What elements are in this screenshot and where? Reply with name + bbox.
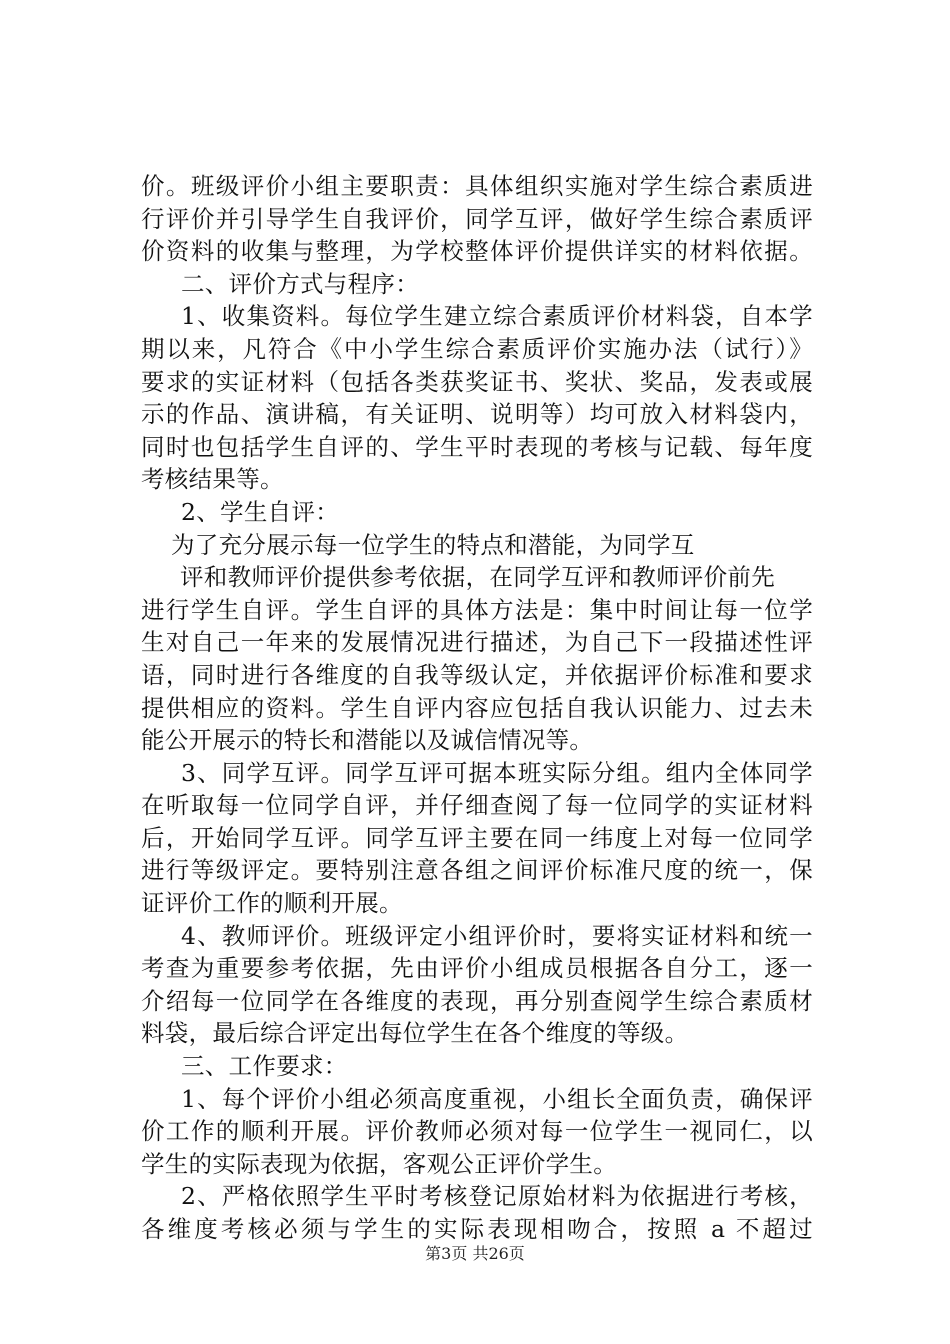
text-line: 证评价工作的顺利开展。 xyxy=(141,889,403,918)
text-line: 为了充分展示每一位学生的特点和潜能，为同学互 xyxy=(171,530,695,559)
text-line: 生对自己一年来的发展情况进行描述，为自己下一段描述性评 xyxy=(141,628,813,657)
text-line: 考查为重要参考依据，先由评价小组成员根据各自分工，逐一 xyxy=(141,954,813,983)
text-line: 1、收集资料。每位学生建立综合素质评价材料袋，自本学 xyxy=(181,302,813,331)
text-line: 学生的实际表现为依据，客观公正评价学生。 xyxy=(141,1149,617,1178)
document-body xyxy=(141,170,813,1246)
text-line: 考核结果等。 xyxy=(141,465,284,494)
text-line: 料袋，最后综合评定出每位学生在各个维度的等级。 xyxy=(141,1019,689,1048)
text-line: 价工作的顺利开展。评价教师必须对每一位学生一视同仁，以 xyxy=(141,1117,813,1146)
page-footer xyxy=(0,1244,950,1264)
section-heading-2: 二、评价方式与程序： xyxy=(181,269,419,298)
text-line: 进行等级评定。要特别注意各组之间评价标准尺度的统一，保 xyxy=(141,856,813,885)
text-line: 示的作品、演讲稿，有关证明、说明等）均可放入材料袋内， xyxy=(141,400,813,429)
text-line: 在听取每一位同学自评，并仔细查阅了每一位同学的实证材料 xyxy=(141,791,813,820)
text-line: 后，开始同学互评。同学互评主要在同一纬度上对每一位同学 xyxy=(141,823,813,852)
text-line: 要求的实证材料（包括各类获奖证书、奖状、奖品，发表或展 xyxy=(141,367,813,396)
text-line: 价。班级评价小组主要职责：具体组织实施对学生综合素质进 xyxy=(141,172,813,200)
text-line: 能公开展示的特长和潜能以及诚信情况等。 xyxy=(141,726,594,755)
section-heading-3: 三、工作要求： xyxy=(181,1052,348,1081)
text-line: 行评价并引导学生自我评价，同学互评，做好学生综合素质评 xyxy=(141,204,813,233)
text-line: 价资料的收集与整理，为学校整体评价提供详实的材料依据。 xyxy=(141,237,813,266)
subheading-self-evaluation: 2、学生自评： xyxy=(181,497,340,526)
text-line: 期以来，凡符合《中小学生综合素质评价实施办法（试行）》 xyxy=(141,334,813,363)
text-line: 语，同时进行各维度的自我等级认定，并依据评价标准和要求 xyxy=(141,660,813,689)
text-line: 3、同学互评。同学互评可据本班实际分组。组内全体同学 xyxy=(181,758,813,787)
text-line: 提供相应的资料。学生自评内容应包括自我认识能力、过去未 xyxy=(141,693,813,722)
text-line: 评和教师评价提供参考依据，在同学互评和教师评价前先 xyxy=(180,563,775,592)
page-number: 第3页 共26页 xyxy=(425,1244,525,1263)
text-line: 各维度考核必须与学生的实际表现相吻合，按照 a 不超过 xyxy=(141,1215,813,1243)
text-line: 4、教师评价。班级评定小组评价时，要将实证材料和统一 xyxy=(181,921,813,950)
text-line: 进行学生自评。学生自评的具体方法是：集中时间让每一位学 xyxy=(141,595,813,624)
text-line: 2、严格依照学生平时考核登记原始材料为依据进行考核， xyxy=(181,1182,813,1211)
text-line: 1、每个评价小组必须高度重视，小组长全面负责，确保评 xyxy=(181,1084,813,1113)
text-line: 同时也包括学生自评的、学生平时表现的考核与记载、每年度 xyxy=(141,432,813,461)
text-line: 介绍每一位同学在各维度的表现，再分别查阅学生综合素质材 xyxy=(141,986,813,1015)
